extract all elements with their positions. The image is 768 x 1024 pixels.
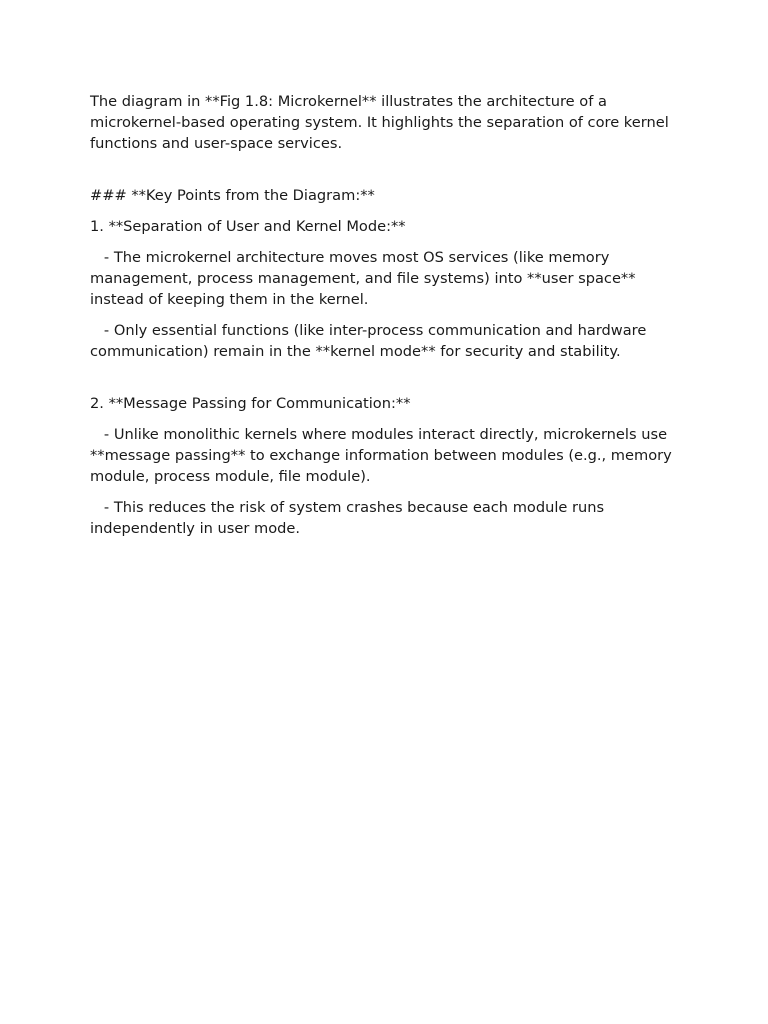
intro-paragraph: The diagram in **Fig 1.8: Microkernel** illustrates the architecture of a microkernel-based operating system. It highlights the separation of core kernel functions and user-space services.: [90, 93, 674, 152]
point-1-bullet-1: - The microkernel architecture moves most OS services (like memory management, process management, and file systems) into **user space** instead of keeping them in the kernel.: [90, 249, 641, 308]
document-page: [90, 91, 680, 539]
point-2-title: 2. **Message Passing for Communication:**: [90, 395, 411, 412]
point-2-bullet-2: - This reduces the risk of system crashes because each module runs independently in user mode.: [90, 499, 609, 537]
point-2-bullet-1: - Unlike monolithic kernels where modules interact directly, microkernels use **message passing** to exchange information between modules (e.g., memory module, process module, file module).: [90, 426, 677, 485]
point-1-bullet-2: - Only essential functions (like inter-process communication and hardware communication) remain in the **kernel mode** for security and stability.: [90, 322, 651, 360]
point-1-title: 1. **Separation of User and Kernel Mode:**: [90, 218, 406, 235]
key-points-heading: ### **Key Points from the Diagram:**: [90, 187, 375, 204]
